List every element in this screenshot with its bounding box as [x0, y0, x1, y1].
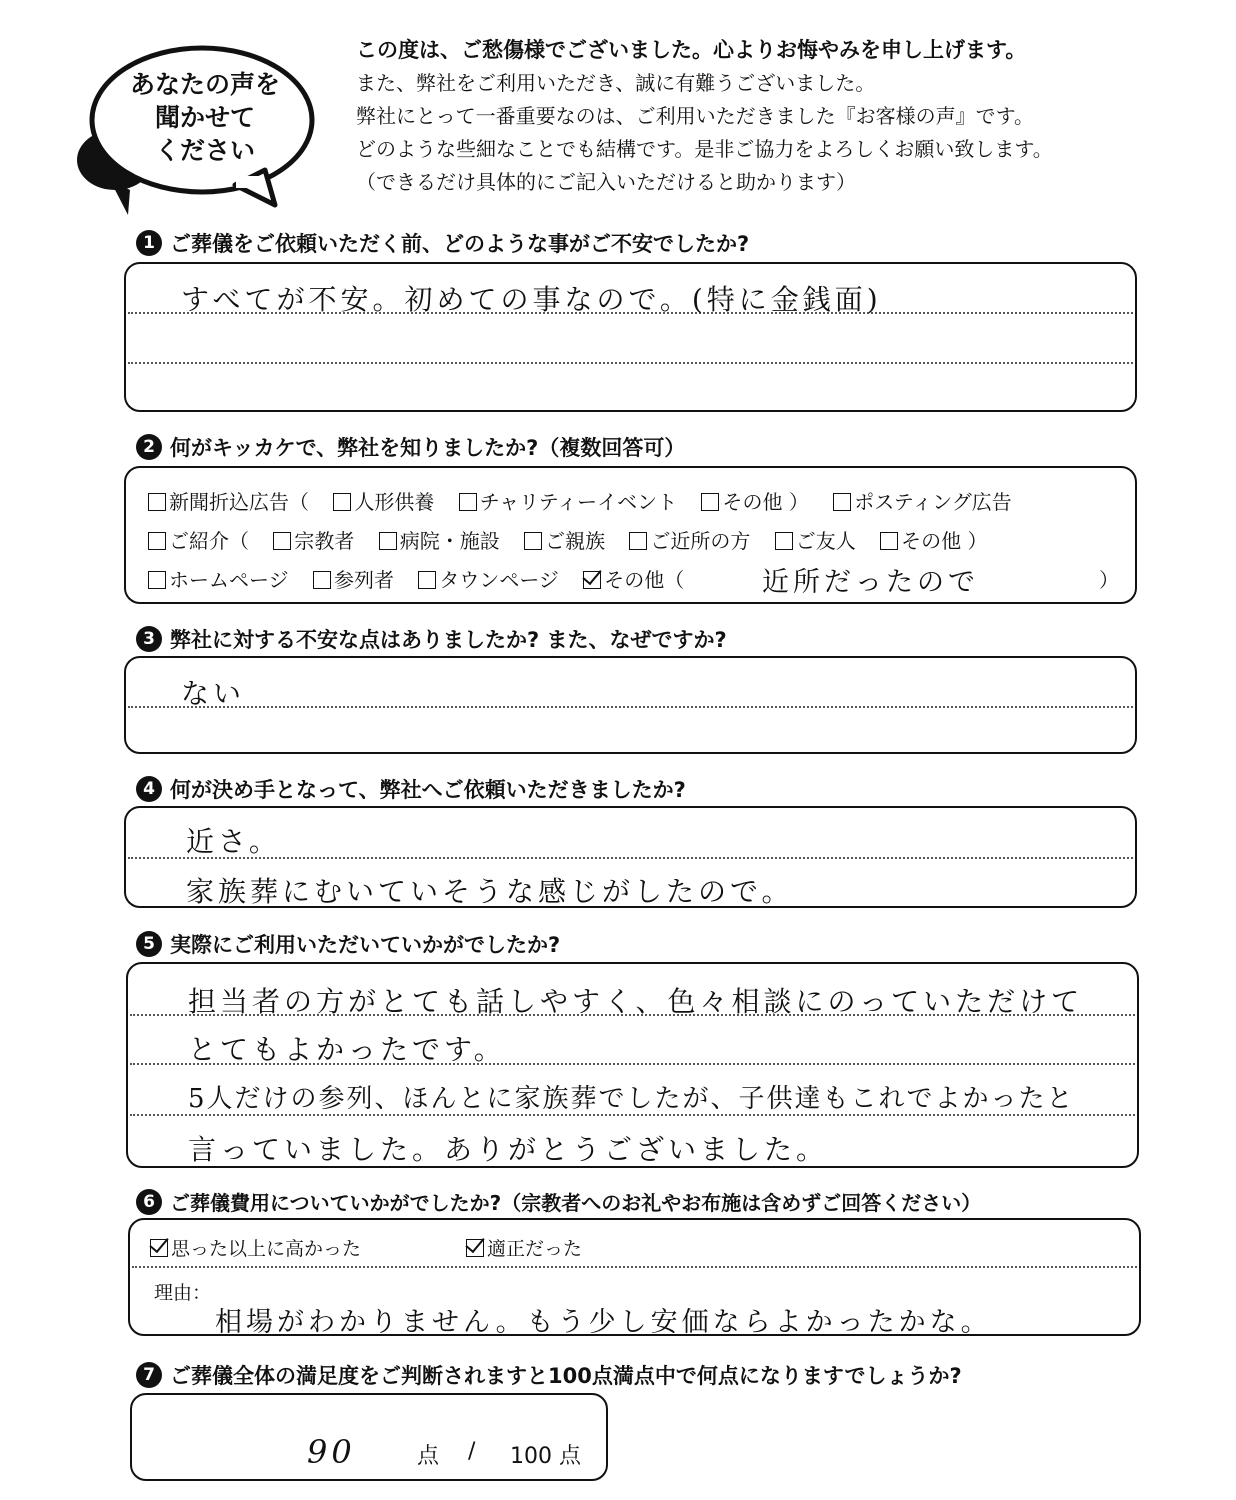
- option-other-1[interactable]: その他 ）: [701, 490, 808, 514]
- checkbox-icon[interactable]: [148, 571, 166, 589]
- answer-box-3[interactable]: [124, 656, 1137, 754]
- handwritten-reason[interactable]: 相場がわかりません。もう少し安価ならよかったかな。: [215, 1307, 992, 1338]
- checkbox-icon[interactable]: [459, 493, 477, 511]
- question-text: 何がキッカケで、弊社を知りましたか?（複数回答可）: [170, 436, 686, 460]
- question-2: [136, 432, 685, 462]
- answer-box-1[interactable]: [124, 262, 1137, 412]
- option-expensive[interactable]: [150, 1234, 361, 1261]
- question-4: [136, 774, 686, 804]
- checkbox-checked-icon[interactable]: [150, 1239, 168, 1257]
- intro-line: また、弊社をご利用いただき、誠に有難うございました。: [356, 71, 876, 95]
- question-number: 2: [136, 434, 162, 460]
- option-homepage[interactable]: ホームページ: [148, 568, 289, 592]
- question-3: [136, 624, 727, 654]
- question-text: 弊社に対する不安な点はありましたか? また、なぜですか?: [170, 628, 727, 652]
- question-7: [136, 1360, 962, 1390]
- question-6: [136, 1187, 981, 1216]
- option-label: 思った以上に高かった: [171, 1238, 362, 1260]
- bubble-line: 聞かせて: [154, 103, 255, 132]
- handwritten-other-answer: 近所だったので: [762, 567, 979, 598]
- intro-text: [356, 34, 1216, 199]
- answer-box-5[interactable]: [126, 962, 1139, 1168]
- score-slash: /: [468, 1439, 476, 1464]
- question-number: 5: [136, 931, 162, 957]
- option-newspaper[interactable]: 新聞折込広告（: [148, 490, 309, 514]
- checkbox-icon[interactable]: [775, 532, 793, 550]
- intro-line: この度は、ご愁傷様でございました。心よりお悔やみを申し上げます。: [356, 38, 1027, 62]
- checkbox-icon[interactable]: [333, 493, 351, 511]
- checkbox-checked-icon[interactable]: [466, 1239, 484, 1257]
- question-1: [136, 228, 749, 258]
- option-other-3[interactable]: その他（: [583, 568, 684, 592]
- handwritten-answer: 担当者の方がとても話しやすく、色々相談にのっていただけて: [188, 985, 1084, 1018]
- option-clergy[interactable]: 宗教者: [273, 529, 354, 553]
- checkbox-icon[interactable]: [273, 532, 291, 550]
- option-referral[interactable]: ご紹介（: [148, 529, 249, 553]
- checkbox-icon[interactable]: [880, 532, 898, 550]
- score-max: 100 点: [510, 1444, 581, 1469]
- score-box[interactable]: [130, 1393, 608, 1481]
- bubble-line: あなたの声を: [129, 70, 280, 99]
- question-text: 実際にご利用いただいていかがでしたか?: [170, 933, 561, 957]
- option-hospital[interactable]: 病院・施設: [379, 529, 500, 553]
- checkbox-icon[interactable]: [833, 493, 851, 511]
- intro-line: 弊社にとって一番重要なのは、ご利用いただきました『お客様の声』です。: [356, 104, 1034, 128]
- question-number: 1: [136, 230, 162, 256]
- checkbox-icon[interactable]: [148, 532, 166, 550]
- intro-line: （できるだけ具体的にご記入いただけると助かります）: [356, 170, 856, 194]
- question-text: ご葬儀全体の満足度をご判断されますと100点満点中で何点になりますでしょうか?: [170, 1364, 962, 1388]
- answer-box-2: [124, 466, 1137, 604]
- handwritten-answer: 家族葬にむいていそうな感じがしたので。: [186, 875, 794, 908]
- handwritten-answer: 言っていました。ありがとうございました。: [188, 1133, 829, 1166]
- checkbox-icon[interactable]: [148, 493, 166, 511]
- handwritten-answer: 近さ。: [186, 825, 281, 858]
- paren-close: ）: [1099, 568, 1119, 592]
- option-doll-memorial[interactable]: 人形供養: [333, 490, 434, 514]
- handwritten-answer: ない: [181, 677, 246, 710]
- question-number: 6: [136, 1189, 162, 1215]
- option-attendee[interactable]: 参列者: [313, 568, 394, 592]
- speech-bubble: [70, 40, 320, 230]
- question-text: 何が決め手となって、弊社へご依頼いただきましたか?: [170, 778, 686, 802]
- bubble-line: ください: [154, 136, 255, 165]
- option-posting[interactable]: ポスティング広告: [833, 490, 1012, 514]
- option-neighbors[interactable]: ご近所の方: [629, 529, 750, 553]
- handwritten-answer: とてもよかったです。: [188, 1033, 506, 1066]
- option-relatives[interactable]: ご親族: [524, 529, 605, 553]
- handwritten-answer: 5人だけの参列、ほんとに家族葬でしたが、子供達もこれでよかったと: [188, 1084, 1075, 1114]
- checkbox-icon[interactable]: [379, 532, 397, 550]
- reason-label: 理由：: [154, 1282, 212, 1304]
- question-number: 3: [136, 626, 162, 652]
- option-other-2[interactable]: その他 ）: [880, 529, 987, 553]
- option-label: 適正だった: [487, 1238, 583, 1260]
- option-row-2: [148, 525, 1006, 554]
- answer-box-6: [128, 1218, 1141, 1336]
- question-number: 7: [136, 1362, 162, 1388]
- checkbox-icon[interactable]: [629, 532, 647, 550]
- answer-box-4[interactable]: [124, 806, 1137, 908]
- checkbox-icon[interactable]: [701, 493, 719, 511]
- checkbox-icon[interactable]: [524, 532, 542, 550]
- question-text: ご葬儀をご依頼いただく前、どのような事がご不安でしたか?: [170, 232, 750, 256]
- intro-line: どのような些細なことでも結構です。是非ご協力をよろしくお願い致します。: [356, 137, 1053, 161]
- question-number: 4: [136, 776, 162, 802]
- checkbox-icon[interactable]: [313, 571, 331, 589]
- checkbox-checked-icon[interactable]: [583, 571, 601, 589]
- checkbox-icon[interactable]: [418, 571, 436, 589]
- handwritten-score: 90: [307, 1433, 356, 1471]
- bubble-title: [110, 68, 300, 167]
- option-fair[interactable]: [466, 1234, 582, 1261]
- question-text: ご葬儀費用についていかがでしたか?（宗教者へのお礼やお布施は含めずご回答ください）: [170, 1191, 982, 1215]
- score-unit: 点: [417, 1444, 440, 1469]
- option-charity-event[interactable]: チャリティーイベント: [459, 490, 677, 514]
- option-friends[interactable]: ご友人: [775, 529, 856, 553]
- option-townpage[interactable]: タウンページ: [418, 568, 559, 592]
- option-row-3: [148, 564, 702, 593]
- handwritten-answer: すべてが不安。初めての事なので。(特に金銭面): [181, 283, 882, 316]
- option-row-1: [148, 486, 1030, 515]
- question-5: [136, 929, 560, 959]
